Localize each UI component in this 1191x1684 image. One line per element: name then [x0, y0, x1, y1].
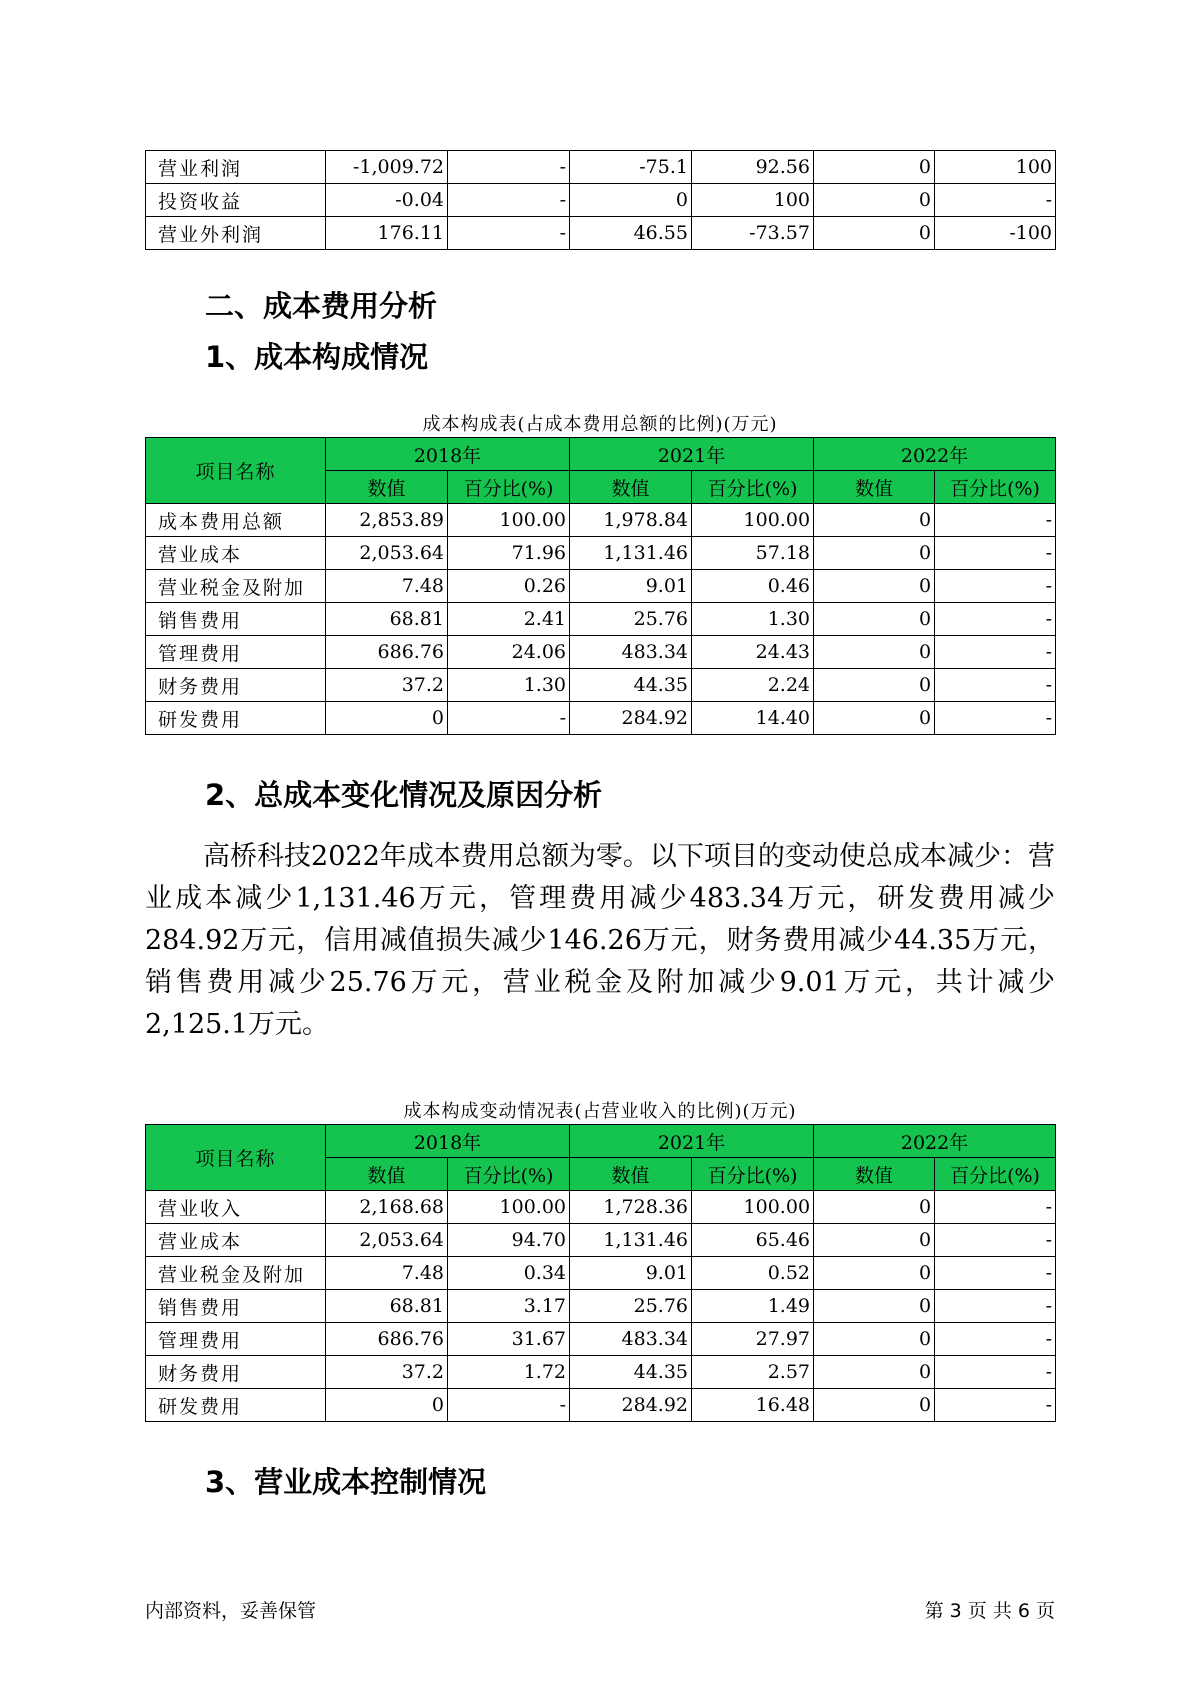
- cell-value: -: [448, 1389, 570, 1422]
- cell-value: 2.24: [692, 669, 814, 702]
- cell-value: 25.76: [570, 603, 692, 636]
- cell-value: 0: [326, 1389, 448, 1422]
- cell-value: 37.2: [326, 669, 448, 702]
- header-item-name: 项目名称: [146, 1125, 326, 1191]
- row-label: 营业税金及附加: [146, 1257, 326, 1290]
- subheading-cost-structure: 1、成本构成情况: [205, 340, 429, 374]
- row-label: 营业利润: [146, 151, 326, 184]
- cell-value: 65.46: [692, 1224, 814, 1257]
- cell-value: 37.2: [326, 1356, 448, 1389]
- cell-value: -0.04: [326, 184, 448, 217]
- cell-value: 0: [814, 669, 935, 702]
- cell-value: 686.76: [326, 1323, 448, 1356]
- cell-value: 24.06: [448, 636, 570, 669]
- table-row: [146, 636, 1056, 669]
- cell-value: 483.34: [570, 636, 692, 669]
- header-col: 数值: [326, 471, 448, 504]
- row-label: 投资收益: [146, 184, 326, 217]
- cell-value: 94.70: [448, 1224, 570, 1257]
- cell-value: -: [935, 570, 1056, 603]
- cell-value: 9.01: [570, 1257, 692, 1290]
- row-label: 财务费用: [146, 1356, 326, 1389]
- header-year: 2018年: [326, 438, 570, 471]
- cell-value: -: [935, 537, 1056, 570]
- section-heading: 二、成本费用分析: [205, 289, 438, 323]
- cell-value: -: [448, 151, 570, 184]
- row-label: 管理费用: [146, 636, 326, 669]
- row-label: 营业成本: [146, 537, 326, 570]
- cell-value: -: [935, 702, 1056, 735]
- cell-value: 100: [935, 151, 1056, 184]
- cell-value: -: [448, 217, 570, 250]
- table-row: [146, 537, 1056, 570]
- cell-value: 1.72: [448, 1356, 570, 1389]
- cell-value: 2,168.68: [326, 1191, 448, 1224]
- cell-value: 100.00: [448, 504, 570, 537]
- cell-value: 0: [814, 1290, 935, 1323]
- cell-value: 0: [814, 1389, 935, 1422]
- table-row: [146, 184, 1056, 217]
- analysis-paragraph: 高桥科技2022年成本费用总额为零。以下项目的变动使总成本减少：营业成本减少1,131.46万元，管理费用减少483.34万元，研发费用减少284.92万元，信用减值损失减少146.26万元，财务费用减少44.35万元，销售费用减少25.76万元，营业税金及附加减少9.01万元，共计减少2,125.1万元。: [145, 841, 1055, 1040]
- row-label: 营业收入: [146, 1191, 326, 1224]
- cell-value: 46.55: [570, 217, 692, 250]
- header-year: 2022年: [814, 1125, 1056, 1158]
- table-row: [146, 1191, 1056, 1224]
- cell-value: 0: [814, 636, 935, 669]
- cell-value: 100.00: [692, 1191, 814, 1224]
- cell-value: 686.76: [326, 636, 448, 669]
- header-year: 2022年: [814, 438, 1056, 471]
- cell-value: -: [935, 184, 1056, 217]
- cell-value: 16.48: [692, 1389, 814, 1422]
- footer-page-number: 第 3 页 共 6 页: [924, 1600, 1055, 1622]
- cell-value: -: [935, 603, 1056, 636]
- cell-value: 0: [814, 603, 935, 636]
- header-col: 数值: [814, 471, 935, 504]
- cell-value: 0: [814, 217, 935, 250]
- cell-value: 68.81: [326, 1290, 448, 1323]
- cell-value: 1.30: [692, 603, 814, 636]
- table-row: [146, 151, 1056, 184]
- cell-value: 0: [814, 1323, 935, 1356]
- cell-value: 0: [814, 151, 935, 184]
- header-col: 百分比(%): [692, 1158, 814, 1191]
- cell-value: 0: [814, 702, 935, 735]
- cell-value: 1,978.84: [570, 504, 692, 537]
- header-year: 2021年: [570, 438, 814, 471]
- cell-value: -: [935, 504, 1056, 537]
- cell-value: -73.57: [692, 217, 814, 250]
- cell-value: 0.52: [692, 1257, 814, 1290]
- cell-value: 57.18: [692, 537, 814, 570]
- cell-value: 100.00: [692, 504, 814, 537]
- row-label: 营业外利润: [146, 217, 326, 250]
- table-row: [146, 1323, 1056, 1356]
- cost-structure-table: [145, 437, 1056, 735]
- cell-value: 2.57: [692, 1356, 814, 1389]
- table-row: [146, 1356, 1056, 1389]
- cell-value: -: [935, 1257, 1056, 1290]
- cell-value: 0: [814, 1191, 935, 1224]
- cell-value: -: [448, 702, 570, 735]
- row-label: 管理费用: [146, 1323, 326, 1356]
- cell-value: 2,053.64: [326, 1224, 448, 1257]
- table-row: [146, 1389, 1056, 1422]
- cell-value: -: [935, 1290, 1056, 1323]
- header-col: 数值: [814, 1158, 935, 1191]
- cell-value: 0.26: [448, 570, 570, 603]
- cell-value: 1,728.36: [570, 1191, 692, 1224]
- cell-value: 14.40: [692, 702, 814, 735]
- cell-value: 68.81: [326, 603, 448, 636]
- cell-value: -: [935, 1224, 1056, 1257]
- cell-value: -: [935, 1191, 1056, 1224]
- header-col: 数值: [570, 471, 692, 504]
- cell-value: 0: [814, 570, 935, 603]
- cell-value: 0: [814, 184, 935, 217]
- cell-value: 44.35: [570, 1356, 692, 1389]
- table-row: [146, 1224, 1056, 1257]
- cell-value: 1.49: [692, 1290, 814, 1323]
- cell-value: 1.30: [448, 669, 570, 702]
- table-row: [146, 603, 1056, 636]
- table-row: [146, 1257, 1056, 1290]
- cell-value: 0.34: [448, 1257, 570, 1290]
- cell-value: 284.92: [570, 702, 692, 735]
- header-col: 百分比(%): [448, 471, 570, 504]
- table-row: [146, 504, 1056, 537]
- cell-value: 100: [692, 184, 814, 217]
- cell-value: 0: [814, 1257, 935, 1290]
- cell-value: 9.01: [570, 570, 692, 603]
- header-col: 百分比(%): [448, 1158, 570, 1191]
- cell-value: -: [935, 1389, 1056, 1422]
- cell-value: -: [448, 184, 570, 217]
- row-label: 营业成本: [146, 1224, 326, 1257]
- row-label: 研发费用: [146, 702, 326, 735]
- cell-value: 3.17: [448, 1290, 570, 1323]
- header-item-name: 项目名称: [146, 438, 326, 504]
- row-label: 财务费用: [146, 669, 326, 702]
- row-label: 营业税金及附加: [146, 570, 326, 603]
- cell-value: 24.43: [692, 636, 814, 669]
- row-label: 研发费用: [146, 1389, 326, 1422]
- cell-value: 0: [814, 1224, 935, 1257]
- table-row: [146, 217, 1056, 250]
- cell-value: -75.1: [570, 151, 692, 184]
- cell-value: 2.41: [448, 603, 570, 636]
- cell-value: 7.48: [326, 570, 448, 603]
- cell-value: -: [935, 636, 1056, 669]
- row-label: 销售费用: [146, 603, 326, 636]
- header-year: 2021年: [570, 1125, 814, 1158]
- table-row: [146, 570, 1056, 603]
- cell-value: 0: [814, 1356, 935, 1389]
- header-col: 百分比(%): [935, 1158, 1056, 1191]
- cell-value: 2,053.64: [326, 537, 448, 570]
- cell-value: 27.97: [692, 1323, 814, 1356]
- cell-value: 31.67: [448, 1323, 570, 1356]
- cell-value: -1,009.72: [326, 151, 448, 184]
- cell-value: -100: [935, 217, 1056, 250]
- table2-caption: 成本构成变动情况表(占营业收入的比例)(万元): [403, 1101, 797, 1122]
- cell-value: 0: [814, 504, 935, 537]
- cell-value: 483.34: [570, 1323, 692, 1356]
- table-row: [146, 702, 1056, 735]
- row-label: 成本费用总额: [146, 504, 326, 537]
- cell-value: 1,131.46: [570, 1224, 692, 1257]
- cell-value: -: [935, 669, 1056, 702]
- footer-confidential-note: 内部资料，妥善保管: [145, 1600, 317, 1622]
- header-col: 百分比(%): [692, 471, 814, 504]
- row-label: 销售费用: [146, 1290, 326, 1323]
- table-row: [146, 1290, 1056, 1323]
- cell-value: 284.92: [570, 1389, 692, 1422]
- cell-value: 44.35: [570, 669, 692, 702]
- cell-value: 100.00: [448, 1191, 570, 1224]
- cell-value: 2,853.89: [326, 504, 448, 537]
- cell-value: 176.11: [326, 217, 448, 250]
- cell-value: 0: [326, 702, 448, 735]
- profit-table: [145, 150, 1056, 250]
- cell-value: 92.56: [692, 151, 814, 184]
- table-row: [146, 669, 1056, 702]
- subheading-operating-cost-control: 3、营业成本控制情况: [205, 1465, 487, 1499]
- cell-value: 7.48: [326, 1257, 448, 1290]
- table1-caption: 成本构成表(占成本费用总额的比例)(万元): [422, 414, 778, 435]
- header-col: 百分比(%): [935, 471, 1056, 504]
- header-col: 数值: [326, 1158, 448, 1191]
- header-year: 2018年: [326, 1125, 570, 1158]
- cost-change-table: [145, 1124, 1056, 1422]
- cell-value: 0: [814, 537, 935, 570]
- cell-value: 1,131.46: [570, 537, 692, 570]
- header-col: 数值: [570, 1158, 692, 1191]
- cell-value: -: [935, 1356, 1056, 1389]
- subheading-total-cost-change: 2、总成本变化情况及原因分析: [205, 778, 603, 812]
- cell-value: 71.96: [448, 537, 570, 570]
- cell-value: -: [935, 1323, 1056, 1356]
- cell-value: 0.46: [692, 570, 814, 603]
- cell-value: 0: [570, 184, 692, 217]
- cell-value: 25.76: [570, 1290, 692, 1323]
